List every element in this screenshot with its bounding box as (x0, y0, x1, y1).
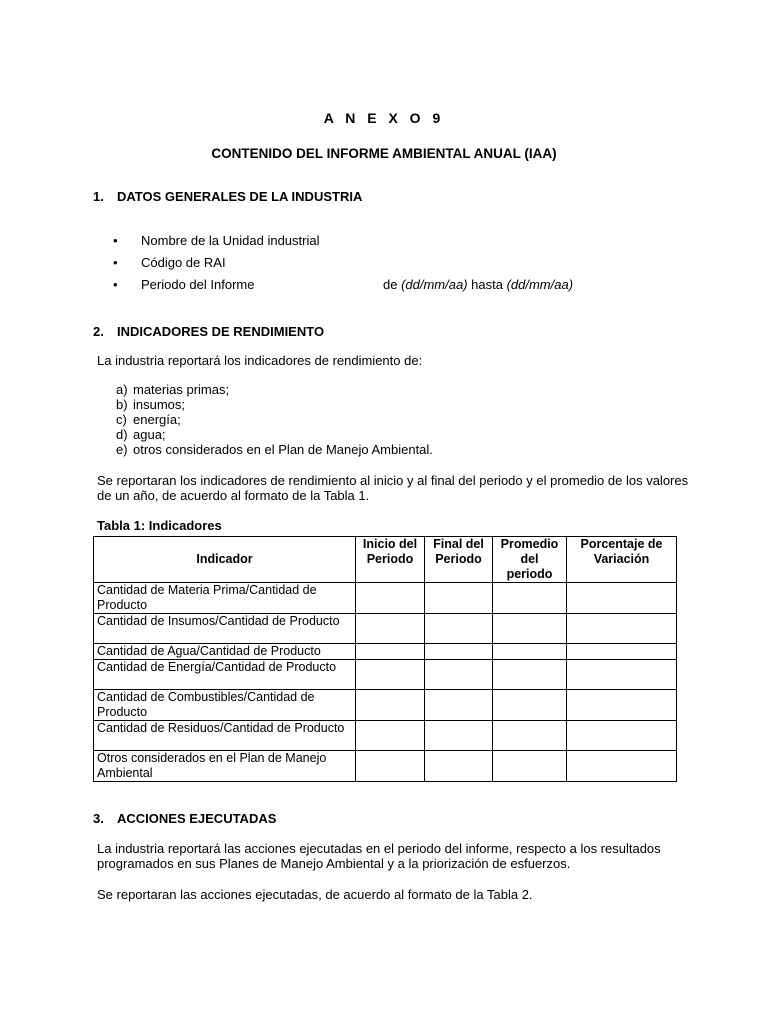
indicator-name-cell: Otros considerados en el Plan de Manejo Ambiental (94, 751, 356, 782)
empty-cell (493, 644, 567, 660)
period-mid: hasta (467, 277, 507, 292)
section-1-number: 1. (93, 189, 104, 204)
table-row (94, 690, 677, 721)
table-row (94, 614, 677, 644)
table-row (94, 751, 677, 782)
list-item-text: Periodo del Informe (141, 277, 255, 292)
table-row (94, 583, 677, 614)
list-item (116, 382, 433, 397)
list-item (116, 442, 433, 457)
indicator-name-cell: Cantidad de Combustibles/Cantidad de Producto (94, 690, 356, 721)
section-3-number: 3. (93, 811, 104, 826)
section-1-heading (93, 189, 362, 204)
period-prefix: de (383, 277, 402, 292)
indicators-table (93, 536, 677, 782)
section-2-title: INDICADORES DE RENDIMIENTO (117, 324, 325, 339)
indicator-name-cell: Cantidad de Insumos/Cantidad de Producto (94, 614, 356, 644)
empty-cell (425, 721, 493, 751)
empty-cell (356, 644, 425, 660)
bullet-icon: • (113, 277, 118, 292)
bullet-icon: • (113, 233, 118, 248)
indicator-name-cell: Cantidad de Agua/Cantidad de Producto (94, 644, 356, 660)
list-item-text: Código de RAI (141, 255, 226, 270)
period-range (383, 277, 573, 292)
empty-cell (356, 721, 425, 751)
list-item (116, 427, 433, 442)
table-row (94, 660, 677, 690)
section-1-title: DATOS GENERALES DE LA INDUSTRIA (117, 189, 363, 204)
list-marker: e) (116, 442, 128, 457)
list-item (116, 412, 433, 427)
annex-title: A N E X O 9 (323, 110, 445, 126)
actions-paragraph-1: La industria reportará las acciones ejecutadas en el periodo del informe, respecto a los resultados programados en sus Planes de Manejo Ambiental y a la priorización de esfuerzos. (97, 841, 661, 871)
list-marker: d) (116, 427, 128, 442)
list-marker: b) (116, 397, 128, 412)
header-final: Final del Periodo (425, 537, 493, 583)
indicator-items-list (116, 382, 433, 457)
section-3-title: ACCIONES EJECUTADAS (117, 811, 277, 826)
indicators-paragraph: Se reportaran los indicadores de rendimiento al inicio y al final del periodo y el promedio de los valores de un año, de acuerdo al formato de la Tabla 1. (97, 473, 689, 503)
document-title: CONTENIDO DEL INFORME AMBIENTAL ANUAL (IAA) (211, 146, 557, 161)
header-promedio: Promedio del periodo (493, 537, 567, 583)
empty-cell (356, 751, 425, 782)
list-item-text: materias primas; (133, 382, 230, 397)
empty-cell (425, 614, 493, 644)
indicators-intro: La industria reportará los indicadores de rendimiento de: (97, 353, 423, 368)
empty-cell (425, 690, 493, 721)
empty-cell (493, 660, 567, 690)
empty-cell (356, 614, 425, 644)
section-2-number: 2. (93, 324, 104, 339)
header-indicador: Indicador (94, 537, 356, 583)
empty-cell (425, 751, 493, 782)
empty-cell (567, 644, 677, 660)
header-inicio: Inicio del Periodo (356, 537, 425, 583)
empty-cell (567, 660, 677, 690)
list-item-text: otros considerados en el Plan de Manejo Ambiental. (133, 442, 433, 457)
table-row (94, 644, 677, 660)
table-1-caption: Tabla 1: Indicadores (97, 518, 222, 533)
empty-cell (356, 690, 425, 721)
table-header-row (94, 537, 677, 583)
empty-cell (425, 644, 493, 660)
section-3-heading (93, 811, 276, 826)
empty-cell (567, 690, 677, 721)
list-item-text: insumos; (133, 397, 186, 412)
indicator-name-cell: Cantidad de Residuos/Cantidad de Producto (94, 721, 356, 751)
list-marker: a) (116, 382, 128, 397)
empty-cell (567, 583, 677, 614)
bullet-icon: • (113, 255, 118, 270)
section-2-heading (93, 324, 324, 339)
empty-cell (493, 614, 567, 644)
header-porcentaje: Porcentaje de Variación (567, 537, 677, 583)
list-item-text: Nombre de la Unidad industrial (141, 233, 320, 248)
empty-cell (567, 614, 677, 644)
table-row (94, 721, 677, 751)
list-item (116, 397, 433, 412)
empty-cell (493, 583, 567, 614)
empty-cell (493, 751, 567, 782)
indicator-name-cell: Cantidad de Materia Prima/Cantidad de Producto (94, 583, 356, 614)
empty-cell (356, 660, 425, 690)
empty-cell (356, 583, 425, 614)
empty-cell (493, 690, 567, 721)
period-from-format: (dd/mm/aa) (401, 277, 468, 292)
list-item-text: energía; (133, 412, 181, 427)
empty-cell (493, 721, 567, 751)
empty-cell (425, 583, 493, 614)
empty-cell (425, 660, 493, 690)
indicator-name-cell: Cantidad de Energía/Cantidad de Producto (94, 660, 356, 690)
period-to-format: (dd/mm/aa) (506, 277, 574, 292)
actions-paragraph-2: Se reportaran las acciones ejecutadas, de acuerdo al formato de la Tabla 2. (97, 887, 533, 902)
list-marker: c) (116, 412, 127, 427)
empty-cell (567, 721, 677, 751)
list-item-text: agua; (133, 427, 166, 442)
empty-cell (567, 751, 677, 782)
